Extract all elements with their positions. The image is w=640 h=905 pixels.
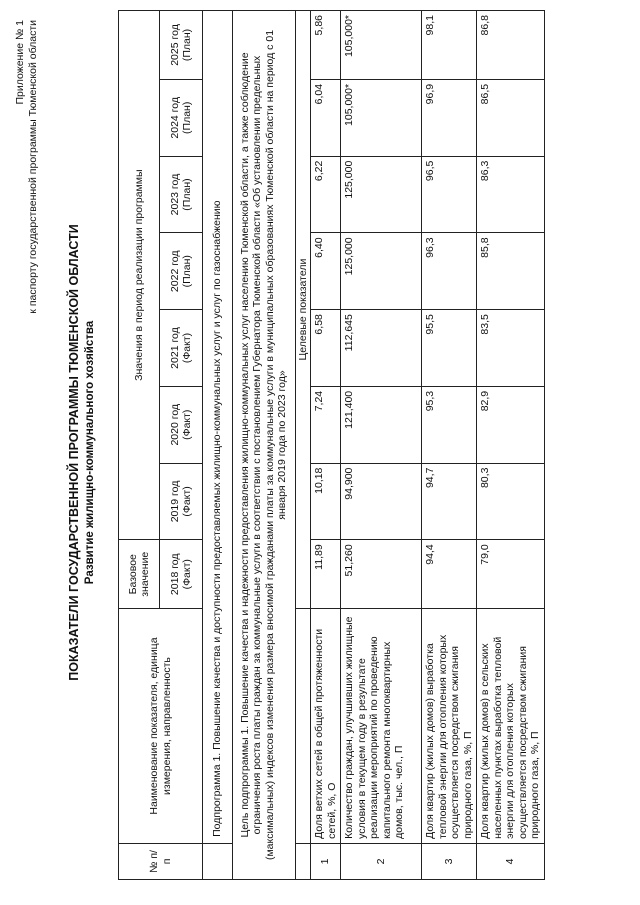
row-value: 79,0 bbox=[477, 540, 545, 609]
row-value: 96,3 bbox=[422, 233, 477, 310]
target-label-row bbox=[295, 11, 311, 880]
header-year: 2019 год (Факт) bbox=[160, 463, 203, 540]
row-value: 121,400 bbox=[341, 386, 422, 463]
header-name: Наименование показателя, единица измерения, направленность bbox=[119, 609, 203, 844]
row-value: 98,1 bbox=[422, 11, 477, 80]
header-year: 2018 год (Факт) bbox=[160, 540, 203, 609]
subprogram-row bbox=[203, 11, 233, 880]
indicators-table bbox=[118, 10, 545, 880]
row-value: 94,4 bbox=[422, 540, 477, 609]
row-number: 4 bbox=[477, 843, 545, 879]
row-value: 112,645 bbox=[341, 310, 422, 387]
row-value: 86,5 bbox=[477, 79, 545, 156]
row-value: 82,9 bbox=[477, 386, 545, 463]
goal-text: Цель подпрограммы 1. Повышение качества и надежности предоставления жилищно-коммунальных услуг населению Тюменской области, а также соблюдение ограничения роста платы граждан за коммунальные услуги в соответствии с постановлением Губернатора Тюменской области «Об установлении предельных (максимальных) индексов изменения размера вносимой гражданами платы за коммунальные услуги в муниципальных образованиях Тюменской области на период с 01 января 2019 года по 2023 год» bbox=[232, 11, 295, 880]
header-year: 2020 год (Факт) bbox=[160, 386, 203, 463]
row-value: 51,260 bbox=[341, 540, 422, 609]
document-subtitle: Развитие жилищно-коммунального хозяйства bbox=[84, 320, 96, 585]
row-value: 7,24 bbox=[311, 386, 341, 463]
row-value: 11,89 bbox=[311, 540, 341, 609]
row-value: 105,000* bbox=[341, 79, 422, 156]
row-value: 6,04 bbox=[311, 79, 341, 156]
header-num: № п/п bbox=[119, 843, 203, 879]
row-indicator-name: Доля ветхих сетей в общей протяженности сетей, %, О bbox=[311, 609, 341, 844]
target-name-cell bbox=[295, 609, 311, 844]
row-value: 86,8 bbox=[477, 11, 545, 80]
row-value: 95,5 bbox=[422, 310, 477, 387]
table-row bbox=[341, 11, 422, 880]
row-number: 1 bbox=[311, 843, 341, 879]
annex-note bbox=[14, 20, 40, 314]
table-row bbox=[311, 11, 341, 880]
header-year: 2021 год (Факт) bbox=[160, 310, 203, 387]
annex-line-2: к паспорту государственной программы Тюменской области bbox=[27, 20, 39, 314]
row-indicator-name: Доля квартир (жилых домов) выработка тепловой энергии для отопления которых осуществляется посредством сжигания природного газа, %, П bbox=[422, 609, 477, 844]
goal-row bbox=[232, 11, 295, 880]
row-value: 80,3 bbox=[477, 463, 545, 540]
row-indicator-name: Доля квартир (жилых домов) в сельских населенных пунктах выработка тепловой энергии для отопления которых осуществляется посредством сжигания природного газа, %, П bbox=[477, 609, 545, 844]
row-value: 85,8 bbox=[477, 233, 545, 310]
header-year: 2022 год (План) bbox=[160, 233, 203, 310]
row-value: 6,40 bbox=[311, 233, 341, 310]
header-period: Значения в период реализации программы bbox=[119, 11, 160, 540]
subprogram-num-cell bbox=[203, 843, 233, 879]
header-year: 2025 год (План) bbox=[160, 11, 203, 80]
table-row bbox=[422, 11, 477, 880]
row-value: 95,3 bbox=[422, 386, 477, 463]
target-num-cell bbox=[295, 843, 311, 879]
header-year: 2023 год (План) bbox=[160, 156, 203, 233]
row-value: 96,5 bbox=[422, 156, 477, 233]
row-value: 10,18 bbox=[311, 463, 341, 540]
row-value: 94,900 bbox=[341, 463, 422, 540]
row-number: 3 bbox=[422, 843, 477, 879]
row-value: 125,000 bbox=[341, 156, 422, 233]
table-row bbox=[477, 11, 545, 880]
row-value: 96,9 bbox=[422, 79, 477, 156]
row-value: 6,22 bbox=[311, 156, 341, 233]
row-value: 125,000 bbox=[341, 233, 422, 310]
target-indicators-label: Целевые показатели bbox=[295, 11, 311, 609]
header-base: Базовое значение bbox=[119, 540, 160, 609]
header-row-1 bbox=[119, 11, 160, 880]
row-number: 2 bbox=[341, 843, 422, 879]
document-title: ПОКАЗАТЕЛИ ГОСУДАРСТВЕННОЙ ПРОГРАММЫ ТЮМЕНСКОЙ ОБЛАСТИ bbox=[67, 224, 81, 681]
row-value: 94,7 bbox=[422, 463, 477, 540]
row-value: 86,3 bbox=[477, 156, 545, 233]
row-value: 83,5 bbox=[477, 310, 545, 387]
annex-line-1: Приложение № 1 bbox=[14, 20, 26, 105]
row-value: 6,58 bbox=[311, 310, 341, 387]
subprogram-title: Подпрограмма 1. Повышение качества и доступности предоставляемых жилищно-коммунальных услуг и услуг по газоснабжению bbox=[203, 11, 233, 844]
row-indicator-name: Количество граждан, улучшивших жилищные условия в текущем году в результате реализации мероприятий по проведению капитального ремонта многоквартирных домов, тыс. чел., П bbox=[341, 609, 422, 844]
header-year: 2024 год (План) bbox=[160, 79, 203, 156]
row-value: 105,000* bbox=[341, 11, 422, 80]
row-value: 5,86 bbox=[311, 11, 341, 80]
